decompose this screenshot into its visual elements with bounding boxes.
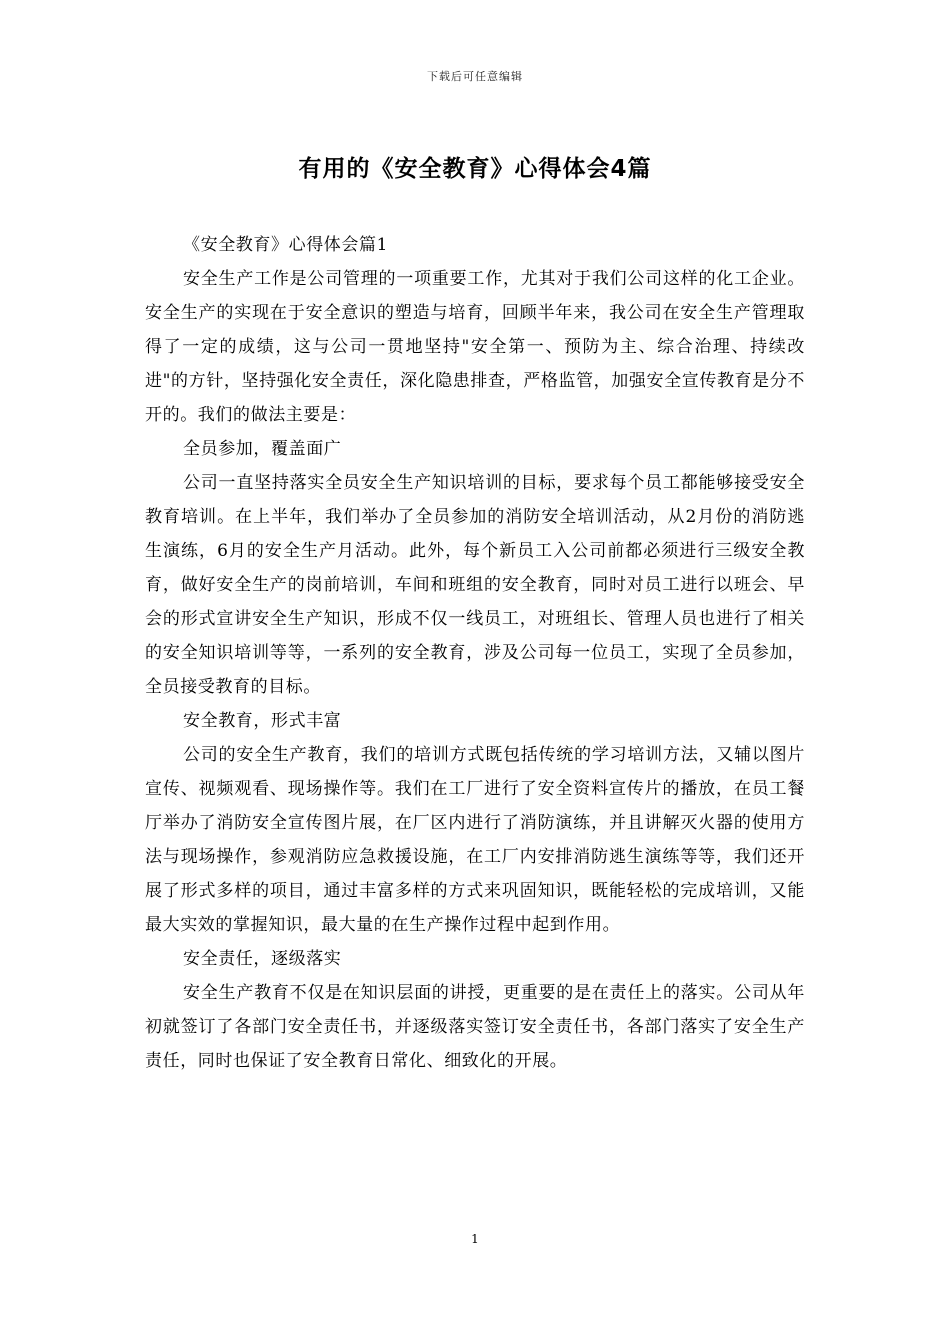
section-heading: 《安全教育》心得体会篇1 bbox=[183, 235, 389, 255]
subsection-heading: 安全责任，逐级落实 bbox=[183, 949, 342, 969]
document-body bbox=[145, 228, 805, 1078]
document-title: 有用的《安全教育》心得体会4篇 bbox=[298, 156, 652, 182]
body-paragraph: 公司一直坚持落实全员安全生产知识培训的目标，要求每个员工都能够接受安全教育培训。在上半年，我们举办了全员参加的消防安全培训活动，从2月份的消防逃生演练，6月的安全生产月活动。此外，每个新员工入公司前都必须进行三级安全教育，做好安全生产的岗前培训，车间和班组的安全教育，同时对员工进行以班会、早会的形式宣讲安全生产知识，形成不仅一线员工，对班组长、管理人员也进行了相关的安全知识培训等等，一系列的安全教育，涉及公司每一位员工，实现了全员参加，全员接受教育的目标。 bbox=[145, 473, 805, 697]
page-number: 1 bbox=[471, 1232, 479, 1246]
body-paragraph: 公司的安全生产教育，我们的培训方式既包括传统的学习培训方法，又辅以图片宣传、视频观看、现场操作等。我们在工厂进行了安全资料宣传片的播放，在员工餐厅举办了消防安全宣传图片展，在厂区内进行了消防演练，并且讲解灭火器的使用方法与现场操作，参观消防应急救援设施，在工厂内安排消防逃生演练等等，我们还开展了形式多样的项目，通过丰富多样的方式来巩固知识，既能轻松的完成培训，又能最大实效的掌握知识，最大量的在生产操作过程中起到作用。 bbox=[145, 745, 805, 935]
body-paragraph: 安全生产教育不仅是在知识层面的讲授，更重要的是在责任上的落实。公司从年初就签订了各部门安全责任书，并逐级落实签订安全责任书，各部门落实了安全生产责任，同时也保证了安全教育日常化、细致化的开展。 bbox=[145, 983, 805, 1071]
page-header-note: 下载后可任意编辑 bbox=[427, 70, 523, 83]
body-paragraph: 安全生产工作是公司管理的一项重要工作，尤其对于我们公司这样的化工企业。安全生产的实现在于安全意识的塑造与培育，回顾半年来，我公司在安全生产管理取得了一定的成绩，这与公司一贯地坚持"安全第一、预防为主、综合治理、持续改进"的方针，坚持强化安全责任，深化隐患排查，严格监管，加强安全宣传教育是分不开的。我们的做法主要是： bbox=[145, 269, 805, 425]
subsection-heading: 安全教育，形式丰富 bbox=[183, 711, 342, 731]
subsection-heading: 全员参加，覆盖面广 bbox=[183, 439, 342, 459]
